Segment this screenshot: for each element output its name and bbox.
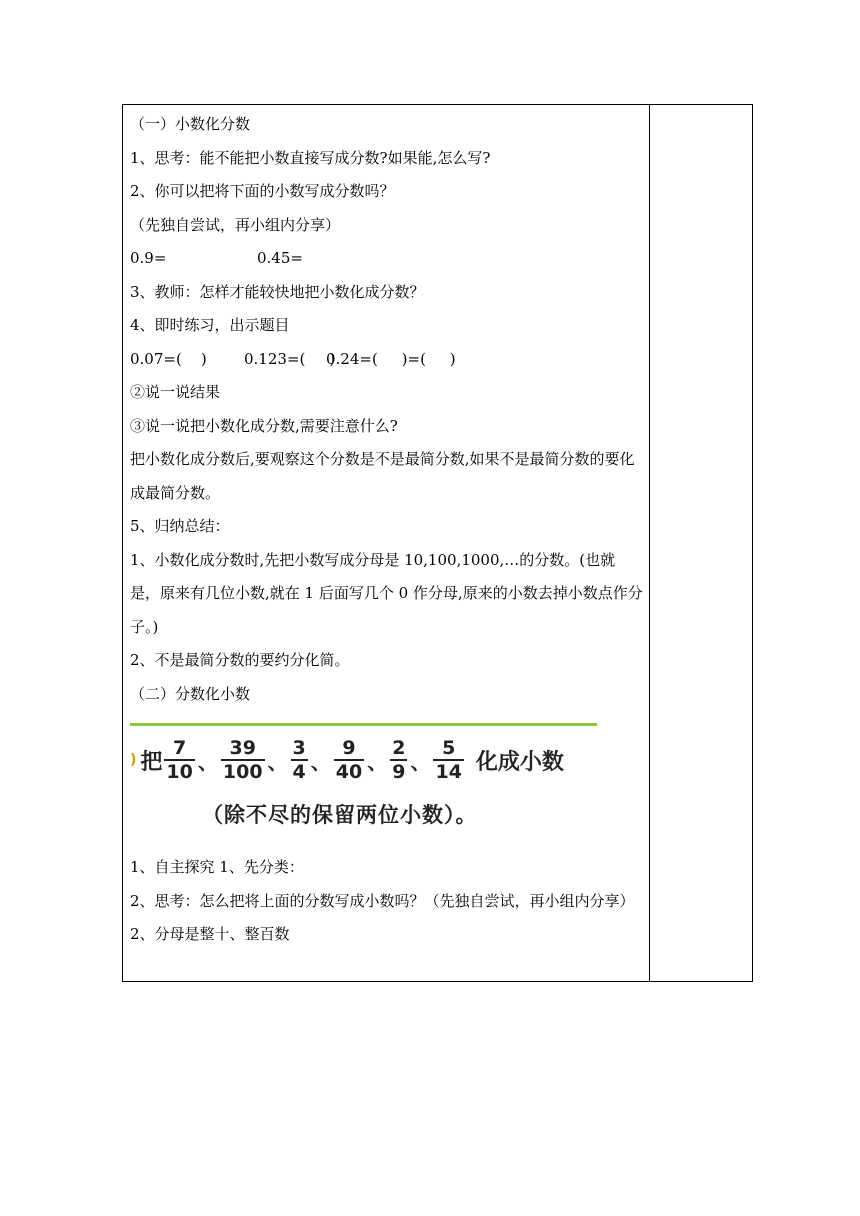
text-paragraph: 2、思考：怎么把将上面的分数写成小数吗？（先独自尝试，再小组内分享） xyxy=(130,891,635,910)
practice-problems xyxy=(130,343,645,377)
lesson-content xyxy=(130,108,645,952)
text-line: 1、自主探究 1、先分类： xyxy=(130,858,304,876)
text-line: （先独自尝试，再小组内分享） xyxy=(130,215,341,234)
section-heading-1: （一）小数化分数 xyxy=(130,115,251,133)
decimal-examples xyxy=(130,242,645,276)
text-line: 5、归纳总结： xyxy=(130,517,230,535)
fraction: $\frac{9}{40}$ xyxy=(335,737,363,783)
problem-1: 0.07=( ) xyxy=(130,349,207,368)
text-paragraph: 把小数化成分数后,要观察这个分数是不是最简分数,如果不是最简分数的要化成最简分数。 xyxy=(130,450,635,502)
text-line: 1、思考：能不能把小数直接写成分数?如果能,怎么写? xyxy=(130,148,491,167)
fraction-figure xyxy=(130,717,645,847)
text-line: ②说一说结果 xyxy=(130,383,221,401)
summary-paragraph: 1、小数化成分数时,先把小数写成分母是 10,100,1000,…的分数。(也就是，原来有几位小数,就在 1 后面写几个 0 作分母,原来的小数去掉小数点作分子。) xyxy=(130,550,643,636)
fraction: $\frac{7}{10}$ xyxy=(166,737,193,783)
fraction: $\frac{2}{9}$ xyxy=(392,737,406,783)
text-line: 2、你可以把将下面的小数写成分数吗？ xyxy=(130,182,395,200)
text-line: 2、不是最简分数的要约分化简。 xyxy=(130,651,350,669)
fraction: $\frac{3}{4}$ xyxy=(292,737,306,783)
figure-lead: 把 xyxy=(140,749,163,775)
example-b: 0.45= xyxy=(257,249,303,267)
problem-3: 0.24=( )=( ) xyxy=(326,349,456,368)
table-column-divider xyxy=(649,104,650,982)
figure-note: （除不尽的保留两位小数）。 xyxy=(202,803,478,827)
example-a: 0.9= xyxy=(130,249,167,267)
figure-tail: 化成小数 xyxy=(475,749,564,775)
fraction: $\frac{39}{100}$ xyxy=(222,737,263,783)
problem-2: 0.123=( ) xyxy=(244,349,336,368)
text-line: 3、教师：怎样才能较快地把小数化成分数？ xyxy=(130,282,425,301)
text-line: 4、即时练习，出示题目 xyxy=(130,316,290,334)
section-heading-2: （二）分数化小数 xyxy=(130,684,251,703)
fraction-row: ) 把 $\frac{7}{10}$ 、 $\frac{39}{100}$ 、 $\frac{3}{4}$ 、 $\frac{9}{40}$ 、 $\frac{2}{9}$ 、 $\frac{5}{14}$ 化成小数 xyxy=(130,737,564,783)
green-rule xyxy=(130,723,597,726)
text-line: 2、分母是整十、整百数 xyxy=(130,925,290,943)
fraction: $\frac{5}{14}$ xyxy=(435,737,462,783)
bullet-mark: ) xyxy=(130,752,137,768)
text-line: ③说一说把小数化成分数,需要注意什么? xyxy=(130,416,398,435)
